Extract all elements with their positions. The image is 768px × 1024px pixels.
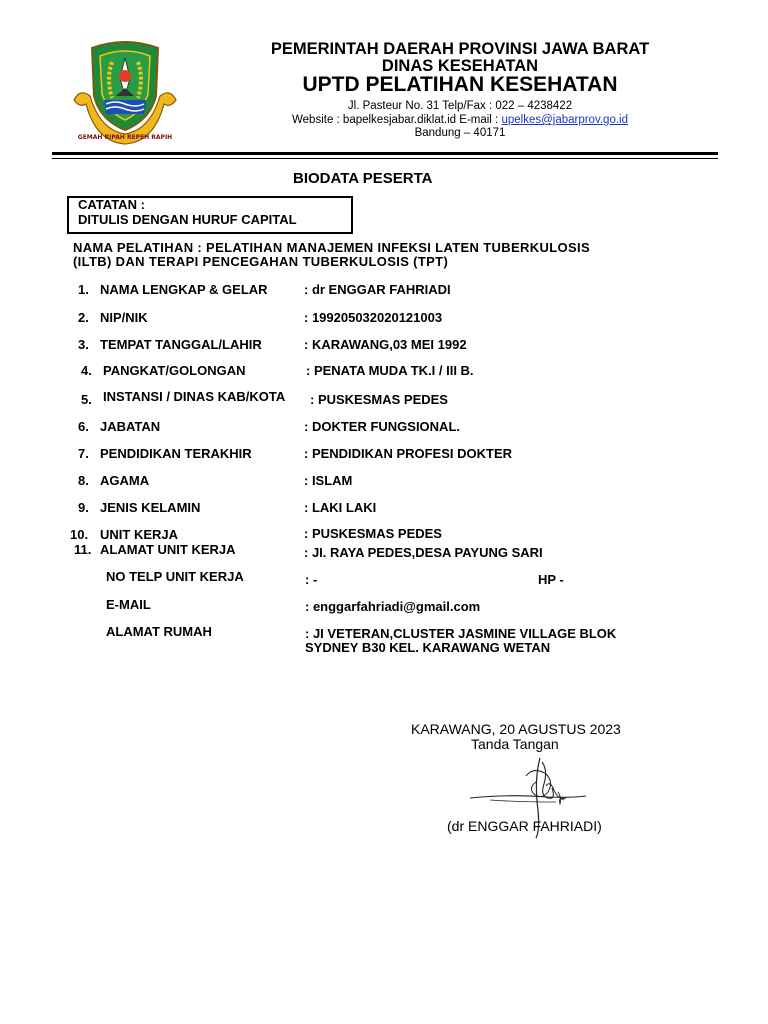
signature-label: Tanda Tangan <box>471 736 559 752</box>
field-label: AGAMA <box>100 473 150 488</box>
field-number: 6. <box>78 419 89 434</box>
field-label: JABATAN <box>100 419 161 434</box>
field-value: : PENDIDIKAN PROFESI DOKTER <box>304 446 513 461</box>
field-number: 8. <box>78 473 89 488</box>
header-department: DINAS KESEHATAN <box>381 57 539 75</box>
training-name-line1: NAMA PELATIHAN : PELATIHAN MANAJEMEN INFEKSI LATEN TUBERKULOSIS <box>73 240 591 255</box>
field-number: 9. <box>78 500 89 515</box>
catatan-text: DITULIS DENGAN HURUF CAPITAL <box>78 212 297 227</box>
header-city: Bandung – 40171 <box>414 127 506 139</box>
field-number: 10. <box>70 527 89 542</box>
field-label: NAMA LENGKAP & GELAR <box>100 282 268 297</box>
field-label: PENDIDIKAN TERAKHIR <box>100 446 252 461</box>
logo-motto: GEMAH RIPAH REPEH RAPIH <box>77 134 173 141</box>
field-number: 7. <box>78 446 89 461</box>
field-value: : LAKI LAKI <box>304 500 377 515</box>
header-email-link[interactable]: upelkes@jabarprov.go.id <box>501 114 628 126</box>
field-label: INSTANSI / DINAS KAB/KOTA <box>103 389 286 404</box>
home-address-label: ALAMAT RUMAH <box>106 624 212 639</box>
telp-label: NO TELP UNIT KERJA <box>106 569 244 584</box>
field-value: : DOKTER FUNGSIONAL. <box>304 419 460 434</box>
field-value: : ISLAM <box>304 473 353 488</box>
signature-place-date: KARAWANG, 20 AGUSTUS 2023 <box>411 721 621 737</box>
email-value: : enggarfahriadi@gmail.com <box>305 599 481 614</box>
field-number: 11. <box>74 542 92 557</box>
header-institution: UPTD PELATIHAN KESEHATAN <box>302 73 618 96</box>
header-divider-thin <box>52 158 718 159</box>
field-label: PANGKAT/GOLONGAN <box>103 363 246 378</box>
field-label: JENIS KELAMIN <box>100 500 201 515</box>
field-value: : PUSKESMAS PEDES <box>304 526 442 541</box>
field-label: ALAMAT UNIT KERJA <box>100 542 236 557</box>
field-value: : 199205032020121003 <box>304 310 443 325</box>
telp-value: : - <box>305 572 318 587</box>
field-value: : PUSKESMAS PEDES <box>310 392 448 407</box>
signature-name: (dr ENGGAR FAHRIADI) <box>447 818 602 834</box>
field-label: TEMPAT TANGGAL/LAHIR <box>100 337 262 352</box>
hp-label: HP - <box>538 572 564 587</box>
header-divider-thick <box>52 152 718 155</box>
field-number: 5. <box>81 392 92 407</box>
field-label: NIP/NIK <box>100 310 148 325</box>
field-value: : JI. RAYA PEDES,DESA PAYUNG SARI <box>304 545 543 560</box>
field-value: : dr ENGGAR FAHRIADI <box>304 282 451 297</box>
home-address-line2: SYDNEY B30 KEL. KARAWANG WETAN <box>305 640 551 655</box>
email-label: E-MAIL <box>106 597 151 612</box>
field-label: UNIT KERJA <box>100 527 179 542</box>
training-name-line2: (ILTB) DAN TERAPI PENCEGAHAN TUBERKULOSIS (TPT) <box>73 254 449 269</box>
field-number: 1. <box>78 282 89 297</box>
header-address: Jl. Pasteur No. 31 Telp/Fax : 022 – 4238422 <box>347 100 573 112</box>
west-java-emblem-logo <box>70 38 180 148</box>
document-title: BIODATA PESERTA <box>293 170 433 187</box>
header-government: PEMERINTAH DAERAH PROVINSI JAWA BARAT <box>270 40 650 58</box>
field-value: : PENATA MUDA TK.I / III B. <box>306 363 474 378</box>
field-number: 2. <box>78 310 89 325</box>
header-website <box>200 114 720 126</box>
field-value: : KARAWANG,03 MEI 1992 <box>304 337 467 352</box>
field-number: 4. <box>81 363 92 378</box>
home-address-line1: : JI VETERAN,CLUSTER JASMINE VILLAGE BLOK <box>305 626 617 641</box>
header-website-text: Website : bapelkesjabar.diklat.id E-mail : <box>292 114 502 126</box>
catatan-label: CATATAN : <box>78 197 145 212</box>
field-number: 3. <box>78 337 89 352</box>
